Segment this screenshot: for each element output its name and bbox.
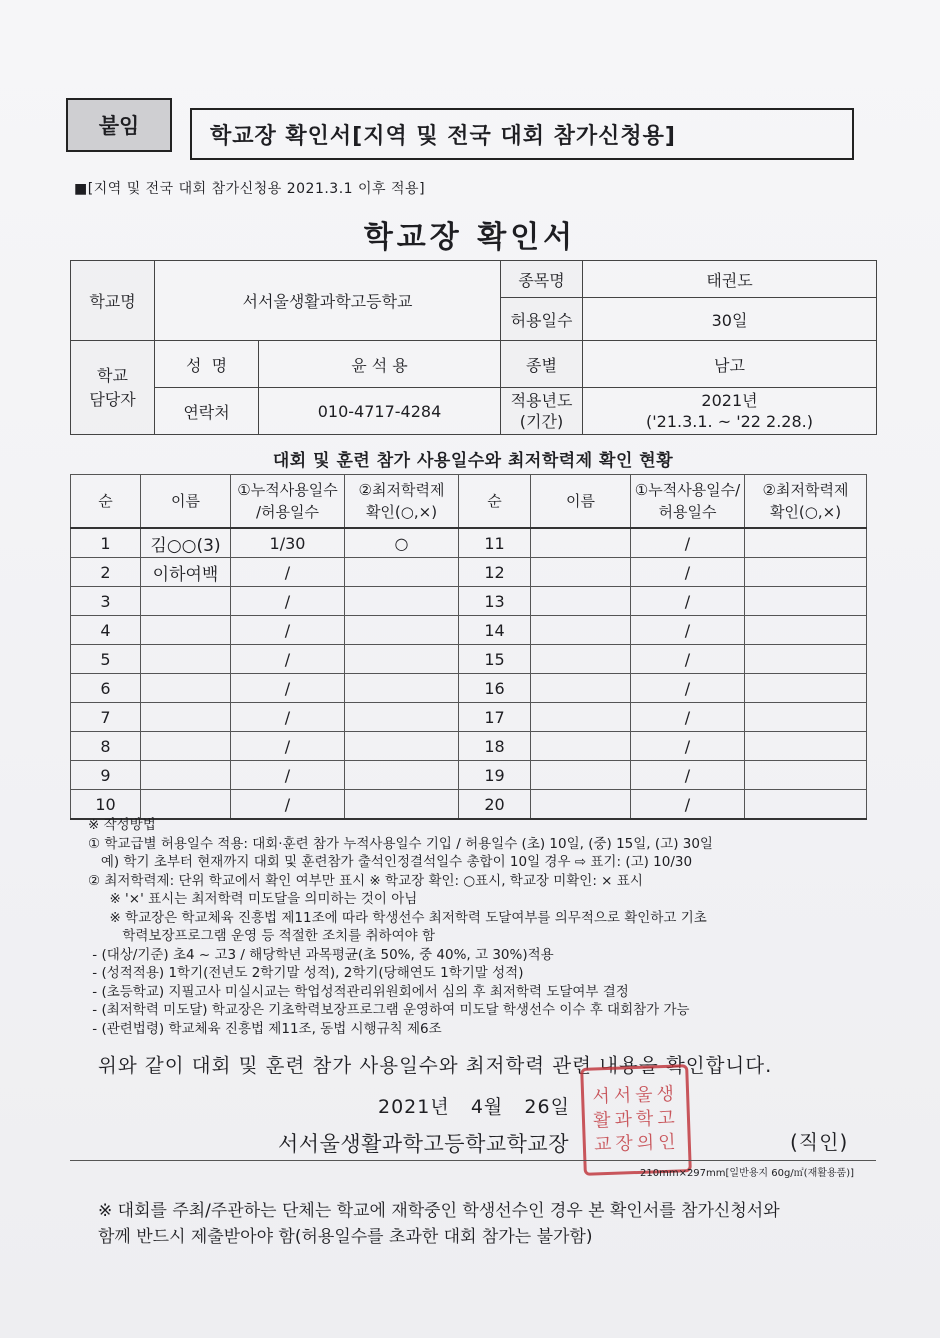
row-days: / bbox=[231, 732, 345, 761]
row-days-right: / bbox=[631, 587, 745, 616]
applicability-note: ■[지역 및 전국 대회 참가신청용 2021.3.1 이후 적용] bbox=[74, 181, 426, 197]
row-no: 6 bbox=[71, 674, 141, 703]
row-name-right bbox=[531, 703, 631, 732]
instruction-line: 예) 학기 초부터 현재까지 대회 및 훈련참가 출석인정결석일수 총합이 10일 경우 ⇨ 표기: (고) 10/30 bbox=[88, 854, 693, 870]
row-no-right: 13 bbox=[459, 587, 531, 616]
year-value: 2021년 ('21.3.1. ~ '22 2.28.) bbox=[583, 388, 877, 435]
col-days: ①누적사용일수 /허용일수 bbox=[231, 475, 345, 529]
row-check bbox=[345, 703, 459, 732]
usage-table bbox=[70, 474, 867, 820]
form-title: 학교장 확인서[지역 및 전국 대회 참가신청용] bbox=[190, 108, 854, 160]
confirmation-statement: 위와 같이 대회 및 훈련 참가 사용일수와 최저학력 관련 내용을 확인합니다. bbox=[98, 1054, 773, 1077]
row-check bbox=[345, 616, 459, 645]
row-check bbox=[345, 761, 459, 790]
row-no-right: 16 bbox=[459, 674, 531, 703]
row-days-right: / bbox=[631, 645, 745, 674]
info-table bbox=[70, 260, 877, 435]
row-check-right bbox=[745, 674, 867, 703]
row-check-right bbox=[745, 616, 867, 645]
row-no: 3 bbox=[71, 587, 141, 616]
instruction-line: ① 학교급별 허용일수 적용: 대회·훈련 참가 누적사용일수 기입 / 허용일수 (초) 10일, (중) 15일, (고) 30일 bbox=[88, 835, 713, 852]
row-name bbox=[141, 732, 231, 761]
row-days-right: / bbox=[631, 732, 745, 761]
school-label: 학교명 bbox=[71, 261, 155, 341]
row-name bbox=[141, 674, 231, 703]
row-days: / bbox=[231, 587, 345, 616]
seal-text: 서서울생 bbox=[592, 1083, 679, 1108]
table-row bbox=[71, 558, 867, 587]
submission-footnote: ※ 대회를 주최/주관하는 단체는 학교에 재학중인 학생선수인 경우 본 확인서를 참가신청서와 함께 반드시 제출받아야 함(허용일수를 초과한 대회 참가는 불가함) bbox=[98, 1201, 780, 1247]
row-check bbox=[345, 558, 459, 587]
name-label: 성 명 bbox=[155, 341, 259, 388]
row-no: 5 bbox=[71, 645, 141, 674]
row-days: / bbox=[231, 761, 345, 790]
row-days: / bbox=[231, 558, 345, 587]
col-no: 순 bbox=[71, 475, 141, 529]
instruction-line: - (초등학교) 지필고사 미실시교는 학업성적관리위원회에서 심의 후 최저학력 도달여부 결정 bbox=[88, 983, 629, 1000]
row-days-right: / bbox=[631, 761, 745, 790]
row-no: 10 bbox=[71, 790, 141, 820]
col-no-right: 순 bbox=[459, 475, 531, 529]
row-check-right bbox=[745, 558, 867, 587]
instruction-line: ※ 학교장은 학교체육 진흥법 제11조에 따라 학생선수 최저학력 도달여부를 의무적으로 확인하고 기초 bbox=[88, 909, 707, 926]
event-value: 태권도 bbox=[583, 261, 877, 298]
row-check-right bbox=[745, 761, 867, 790]
row-no-right: 14 bbox=[459, 616, 531, 645]
usage-section-title: 대회 및 훈련 참가 사용일수와 최저학력제 확인 현황 bbox=[272, 451, 674, 471]
row-name bbox=[141, 761, 231, 790]
row-name-right bbox=[531, 790, 631, 820]
col-check-right: ②최저학력제 확인(○,×) bbox=[745, 475, 867, 529]
row-check-right bbox=[745, 790, 867, 820]
row-no-right: 19 bbox=[459, 761, 531, 790]
row-check-right bbox=[745, 587, 867, 616]
row-check-right bbox=[745, 645, 867, 674]
row-name-right bbox=[531, 732, 631, 761]
row-name-right bbox=[531, 761, 631, 790]
col-name-right: 이름 bbox=[531, 475, 631, 529]
row-no-right: 17 bbox=[459, 703, 531, 732]
school-name: 서서울생활과학고등학교 bbox=[155, 261, 501, 341]
instruction-line: ※ 작성방법 bbox=[88, 817, 156, 833]
row-name-right bbox=[531, 528, 631, 558]
row-check-right bbox=[745, 703, 867, 732]
paper-size-note: 210mm×297mm[일반용지 60g/㎡(재활용품)] bbox=[640, 1168, 855, 1179]
attachment-label: 붙임 bbox=[66, 98, 172, 152]
contact-label: 연락처 bbox=[155, 388, 259, 435]
row-name-right bbox=[531, 587, 631, 616]
row-name-right bbox=[531, 616, 631, 645]
row-days-right: / bbox=[631, 528, 745, 558]
row-name bbox=[141, 616, 231, 645]
table-row bbox=[71, 790, 867, 820]
row-days: / bbox=[231, 703, 345, 732]
instruction-line: - (관련법령) 학교체육 진흥법 제11조, 동법 시행규칙 제6조 bbox=[88, 1020, 442, 1037]
contact-value: 010-4717-4284 bbox=[259, 388, 501, 435]
divider bbox=[70, 1160, 876, 1161]
row-name-right bbox=[531, 558, 631, 587]
row-days: 1/30 bbox=[231, 528, 345, 558]
row-days: / bbox=[231, 790, 345, 820]
allowed-days-value: 30일 bbox=[583, 298, 877, 341]
table-row bbox=[71, 616, 867, 645]
row-check bbox=[345, 645, 459, 674]
row-name: 이하여백 bbox=[141, 558, 231, 587]
row-name bbox=[141, 645, 231, 674]
table-row bbox=[71, 587, 867, 616]
row-no: 9 bbox=[71, 761, 141, 790]
table-row bbox=[71, 674, 867, 703]
seal-text: 교장의인 bbox=[593, 1131, 680, 1156]
instruction-line: - (성적적용) 1학기(전년도 2학기말 성적), 2학기(당해연도 1학기말 성적) bbox=[88, 965, 524, 981]
event-label: 종목명 bbox=[501, 261, 583, 298]
manager-label: 학교 담당자 bbox=[71, 341, 155, 435]
col-days-right: ①누적사용일수/ 허용일수 bbox=[631, 475, 745, 529]
row-days-right: / bbox=[631, 674, 745, 703]
name-value: 윤 석 용 bbox=[259, 341, 501, 388]
instruction-line: - (최저학력 미도달) 학교장은 기초학력보장프로그램 운영하여 미도달 학생선수 이수 후 대회참가 가능 bbox=[88, 1002, 690, 1018]
row-days-right: / bbox=[631, 790, 745, 820]
row-no-right: 11 bbox=[459, 528, 531, 558]
row-no: 4 bbox=[71, 616, 141, 645]
row-check: ○ bbox=[345, 528, 459, 558]
table-row bbox=[71, 761, 867, 790]
row-days-right: / bbox=[631, 703, 745, 732]
row-no: 1 bbox=[71, 528, 141, 558]
usage-header-row bbox=[71, 475, 867, 529]
table-row bbox=[71, 528, 867, 558]
row-name: 김○○(3) bbox=[141, 528, 231, 558]
col-check: ②최저학력제 확인(○,×) bbox=[345, 475, 459, 529]
document-title: 학교장 확인서 bbox=[363, 220, 577, 255]
row-check bbox=[345, 674, 459, 703]
row-no-right: 15 bbox=[459, 645, 531, 674]
gender-value: 남고 bbox=[583, 341, 877, 388]
instruction-line: ② 최저학력제: 단위 학교에서 확인 여부만 표시 ※ 학교장 확인: ○표시, 학교장 미확인: × 표시 bbox=[88, 872, 643, 889]
year-label: 적용년도 (기간) bbox=[501, 388, 583, 435]
row-no: 2 bbox=[71, 558, 141, 587]
row-name bbox=[141, 587, 231, 616]
table-row bbox=[71, 645, 867, 674]
row-name-right bbox=[531, 674, 631, 703]
row-no-right: 12 bbox=[459, 558, 531, 587]
row-name bbox=[141, 790, 231, 820]
col-name: 이름 bbox=[141, 475, 231, 529]
row-check-right bbox=[745, 528, 867, 558]
row-days: / bbox=[231, 645, 345, 674]
row-no: 8 bbox=[71, 732, 141, 761]
row-days-right: / bbox=[631, 558, 745, 587]
table-row bbox=[71, 732, 867, 761]
row-no: 7 bbox=[71, 703, 141, 732]
row-days-right: / bbox=[631, 616, 745, 645]
principal-name: 서서울생활과학고등학교학교장 bbox=[278, 1132, 570, 1156]
row-days: / bbox=[231, 616, 345, 645]
row-check bbox=[345, 790, 459, 820]
instruction-line: ※ '×' 표시는 최저학력 미도달을 의미하는 것이 아님 bbox=[88, 891, 418, 907]
gender-label: 종별 bbox=[501, 341, 583, 388]
row-check bbox=[345, 587, 459, 616]
instruction-line: - (대상/기준) 초4 ~ 고3 / 해당학년 과목평균(초 50%, 중 40%, 고 30%)적용 bbox=[88, 946, 554, 963]
issue-date: 2021년 4월 26일 bbox=[378, 1096, 570, 1118]
row-name-right bbox=[531, 645, 631, 674]
writing-instructions bbox=[88, 816, 878, 1038]
instruction-line: 학력보장프로그램 운영 등 적절한 조치를 취하여야 함 bbox=[88, 928, 435, 944]
row-no-right: 18 bbox=[459, 732, 531, 761]
row-check bbox=[345, 732, 459, 761]
allowed-days-label: 허용일수 bbox=[501, 298, 583, 341]
row-no-right: 20 bbox=[459, 790, 531, 820]
seal-text: 활과학고 bbox=[592, 1107, 680, 1132]
row-days: / bbox=[231, 674, 345, 703]
official-seal-label: (직인) bbox=[790, 1130, 849, 1154]
row-check-right bbox=[745, 732, 867, 761]
table-row bbox=[71, 703, 867, 732]
row-name bbox=[141, 703, 231, 732]
